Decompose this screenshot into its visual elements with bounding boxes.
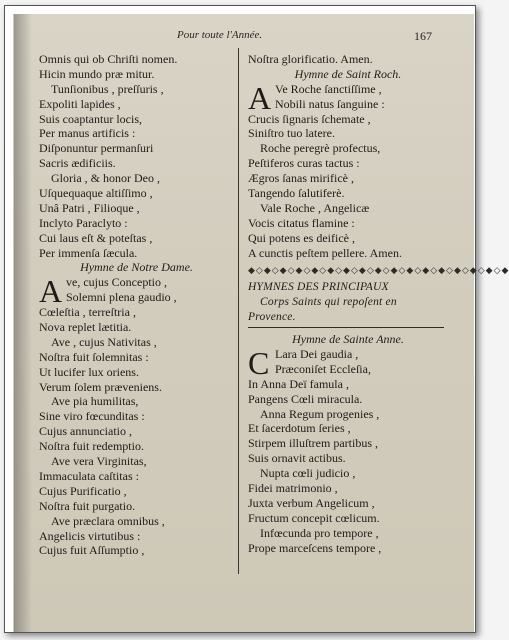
drop-cap: A xyxy=(248,79,272,116)
verse-line: Sacris ædificiis. xyxy=(39,156,116,171)
verse-line: Ut lucifer lux oriens. xyxy=(39,364,139,379)
verse-line: Uſquequaque altiſſimo , xyxy=(39,186,153,201)
verse-line: Per manus artificis : xyxy=(39,126,136,141)
verse-line: Solemni plena gaudio , xyxy=(66,290,177,305)
section-heading: Corps Saints qui repoſent en xyxy=(260,296,397,309)
verse-line: Cujus fuit Aſſumptio , xyxy=(39,543,145,558)
verse-line: Expoliti lapides , xyxy=(39,96,121,111)
page-number: 167 xyxy=(414,29,432,43)
verse-line: Suis coaptantur locis, xyxy=(39,111,142,126)
verse-line: Cujus annunciatio , xyxy=(39,424,132,439)
verse-line: Noſtra fuit redemptio. xyxy=(39,439,144,454)
verse-line: A cunctis peſtem pellere. Amen. xyxy=(248,245,402,260)
verse-line: Ave , cujus Nativitas , xyxy=(51,334,157,349)
verse-line: Gloria , & honor Deo , xyxy=(51,171,160,186)
verse-line: Hicin mundo præ mitur. xyxy=(39,66,155,81)
drop-cap-block xyxy=(39,273,234,310)
drop-cap-block xyxy=(248,79,448,116)
verse-line: Inclyto Paraclyto : xyxy=(39,215,128,230)
verse-line: Siniſtro tuo latere. xyxy=(248,126,335,141)
verse-line: Immaculata caſtitas : xyxy=(39,468,139,483)
verse-line: Noſtra fuit ſolemnitas : xyxy=(39,349,149,364)
verse-line: Suis ornavit actibus. xyxy=(248,451,346,466)
verse-line: Per immenſa ſæcula. xyxy=(39,245,138,260)
column-divider xyxy=(238,48,239,574)
running-header: Pour toute l'Année. xyxy=(177,29,263,41)
verse-line: In Anna Deï famula , xyxy=(248,376,349,391)
verse-line: Sine viro fœcunditas : xyxy=(39,409,145,424)
verse-line: Peſtiferos curas tactus : xyxy=(248,156,360,171)
verse-line: Cujus Purificatio , xyxy=(39,483,127,498)
drop-cap: A xyxy=(39,273,63,310)
verse-line: Nova replet lætitia. xyxy=(39,320,132,335)
hymn-title-notre-dame: Hymne de Notre Dame. xyxy=(80,260,193,275)
verse-line: Fidei matrimonio , xyxy=(248,481,338,496)
verse-line: Lara Dei gaudia , xyxy=(275,347,359,362)
verse-line: Unâ Patri , Filioque , xyxy=(39,200,140,215)
verse-line: Noſtra glorificatio. Amen. xyxy=(248,52,373,66)
hymn-title-sainte-anne: Hymne de Sainte Anne. xyxy=(292,332,404,347)
verse-line: Verum ſolem præveniens. xyxy=(39,379,162,394)
page-gutter-shadow xyxy=(14,14,32,632)
verse-line: Angelicis virtutibus : xyxy=(39,528,141,543)
verse-line: Tangendo ſalutiferè. xyxy=(248,186,345,201)
left-column xyxy=(39,52,234,558)
verse-line: Tunſionibus , preſſuris , xyxy=(51,81,164,96)
heading-rule xyxy=(248,327,444,328)
verse-line: Pangens Cœli miracula. xyxy=(248,391,363,406)
verse-line: ve, cujus Conceptio , xyxy=(66,275,167,290)
verse-line: Ave præclara omnibus , xyxy=(51,513,165,528)
right-column xyxy=(248,52,509,556)
verse-line: Crucis ſignaris ſchemate , xyxy=(248,111,371,126)
verse-line: Ave pia humilitas, xyxy=(51,394,139,409)
verse-line: Stirpem illuſtrem partibus , xyxy=(248,436,378,451)
verse-line: Qui potens es deificè , xyxy=(248,230,355,245)
verse-line: Nobili natus ſanguine : xyxy=(275,96,385,111)
verse-line: Noſtra fuit purgatio. xyxy=(39,498,136,513)
verse-line: Ave vera Virginitas, xyxy=(51,454,147,469)
hymn-title-saint-roch: Hymne de Saint Roch. xyxy=(294,66,402,81)
ornamental-band: ◆◇◆◇◆◇◆◇◆◇◆◇◆◇◆◇◆◇◆◇◆◇◆◇◆◇◆◇◆◇◆◇◆ xyxy=(248,265,509,276)
verse-line: Roche peregrè profectus, xyxy=(260,141,381,156)
verse-line: Anna Regum progenies , xyxy=(260,406,380,421)
verse-line: Vale Roche , Angelicæ xyxy=(260,200,370,215)
verse-line: Fructum concepit cœlicum. xyxy=(248,510,380,525)
drop-cap-block xyxy=(248,345,448,382)
verse-line: Prope marceſcens tempore , xyxy=(248,540,382,555)
photo-frame xyxy=(4,5,509,633)
verse-line: Cœleſtia , terreſtria , xyxy=(39,305,136,320)
verse-line: Ægros ſanas mirificè , xyxy=(248,171,354,186)
verse-line: Vocis citatus flamine : xyxy=(248,215,355,230)
verse-line: Præconiſet Eccleſia, xyxy=(275,361,371,376)
section-heading: HYMNES DES PRINCIPAUX xyxy=(248,281,389,294)
verse-line: Infœcunda pro tempore , xyxy=(260,525,379,540)
verse-line: Diſponuntur permanſuri xyxy=(39,141,154,156)
drop-cap: C xyxy=(248,345,270,382)
verse-line: Juxta verbum Angelicum , xyxy=(248,495,375,510)
verse-line: Nupta cœli judicio , xyxy=(260,466,356,481)
verse-line: Omnis qui ob Chriſti nomen. xyxy=(39,52,178,66)
verse-line: Ve Roche ſanctiſſime , xyxy=(275,81,382,96)
section-heading: Provence. xyxy=(248,311,296,324)
verse-line: Et ſacerdotum ſeries , xyxy=(248,421,351,436)
verse-line: Cui laus eſt & poteſtas , xyxy=(39,230,153,245)
book-page xyxy=(13,14,509,632)
